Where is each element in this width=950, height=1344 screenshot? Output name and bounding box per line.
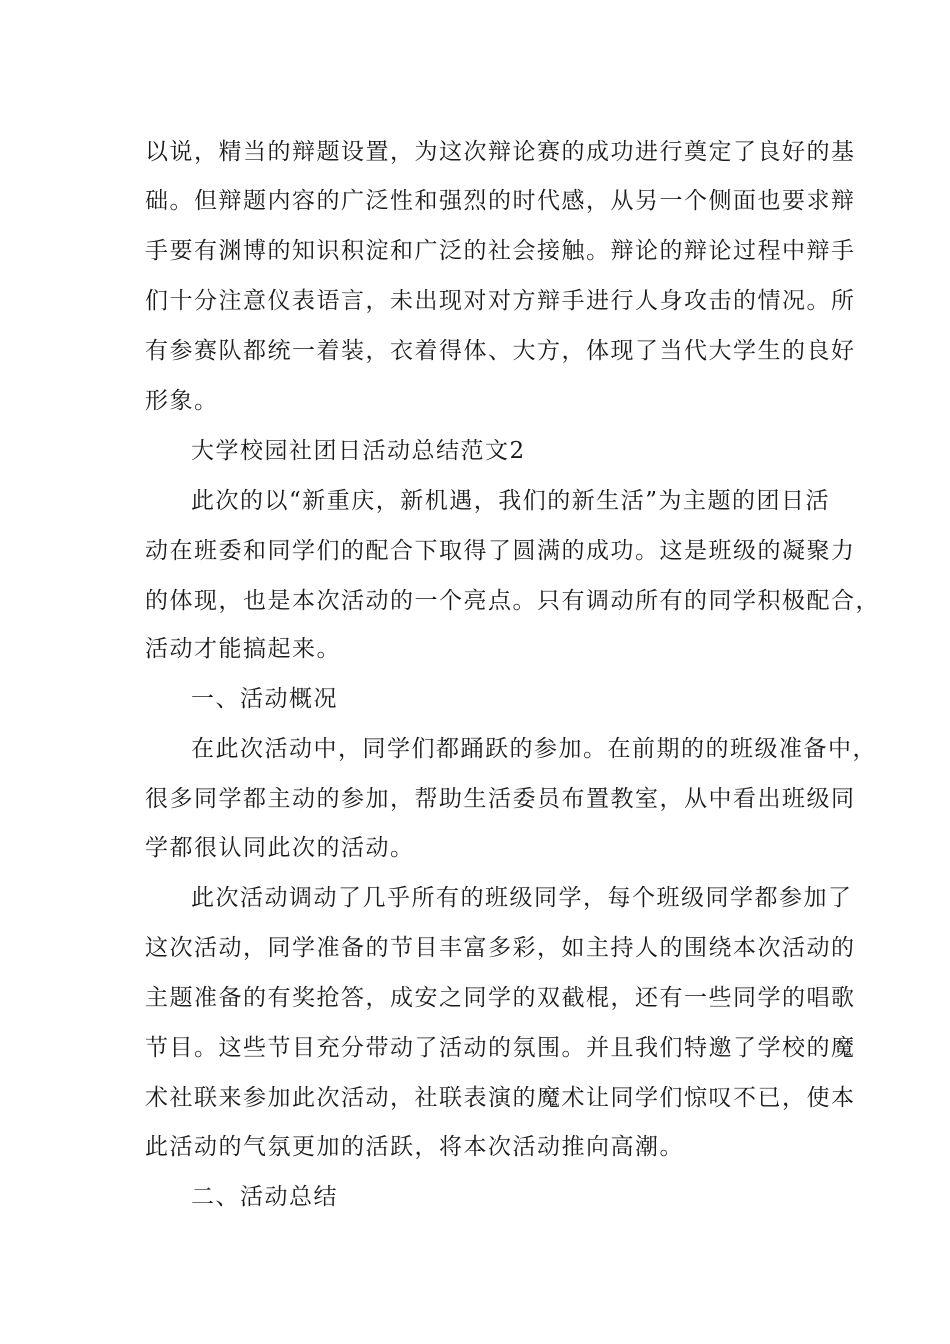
paragraph-3-line-1: 在此次活动中，同学们都踊跃的参加。在前期的的班级准备中， bbox=[191, 736, 877, 762]
paragraph-2-line-1: 此次的以“新重庆，新机遇，我们的新生活”为主题的团日活 bbox=[191, 488, 831, 514]
paragraph-1-line-2: 础。但辩题内容的广泛性和强烈的时代感，从另一个侧面也要求辩 bbox=[145, 188, 856, 214]
paragraph-1-line-3: 手要有渊博的知识积淀和广泛的社会接触。辩论的辩论过程中辩手 bbox=[145, 238, 856, 264]
paragraph-3-line-3: 学都很认同此次的活动。 bbox=[145, 835, 415, 861]
paragraph-4-line-5: 术社联来参加此次活动，社联表演的魔术让同学们惊叹不已，使本 bbox=[145, 1085, 856, 1111]
paragraph-1-line-6: 形象。 bbox=[145, 388, 219, 414]
paragraph-1-line-1: 以说，精当的辩题设置，为这次辩论赛的成功进行奠定了良好的基 bbox=[145, 139, 856, 165]
paragraph-4-line-6: 此活动的气氛更加的活跃，将本次活动推向高潮。 bbox=[145, 1134, 684, 1160]
paragraph-4-line-1: 此次活动调动了几乎所有的班级同学，每个班级同学都参加了 bbox=[191, 885, 853, 911]
paragraph-2-line-4: 活动才能搞起来。 bbox=[145, 636, 341, 662]
heading-activity-summary: 二、活动总结 bbox=[191, 1184, 338, 1210]
paragraph-1-line-5: 有参赛队都统一着装，衣着得体、大方，体现了当代大学生的良好 bbox=[145, 338, 856, 364]
paragraph-2-line-3: 的体现，也是本次活动的一个亮点。只有调动所有的同学积极配合， bbox=[145, 588, 880, 614]
paragraph-1-line-4: 们十分注意仪表语言，未出现对对方辩手进行人身攻击的情况。所 bbox=[145, 288, 856, 314]
paragraph-4-line-3: 主题准备的有奖抢答，成安之同学的双截棍，还有一些同学的唱歌 bbox=[145, 985, 856, 1011]
paragraph-3-line-2: 很多同学都主动的参加，帮助生活委员布置教室，从中看出班级同 bbox=[145, 786, 856, 812]
paragraph-4-line-2: 这次活动，同学准备的节目丰富多彩，如主持人的围绕本次活动的 bbox=[145, 935, 856, 961]
heading-activity-overview: 一、活动概况 bbox=[191, 686, 338, 712]
section-title: 大学校园社团日活动总结范文2 bbox=[191, 438, 526, 464]
paragraph-4-line-4: 节目。这些节目充分带动了活动的氛围。并且我们特邀了学校的魔 bbox=[145, 1035, 856, 1061]
paragraph-2-line-2: 动在班委和同学们的配合下取得了圆满的成功。这是班级的凝聚力 bbox=[145, 538, 856, 564]
